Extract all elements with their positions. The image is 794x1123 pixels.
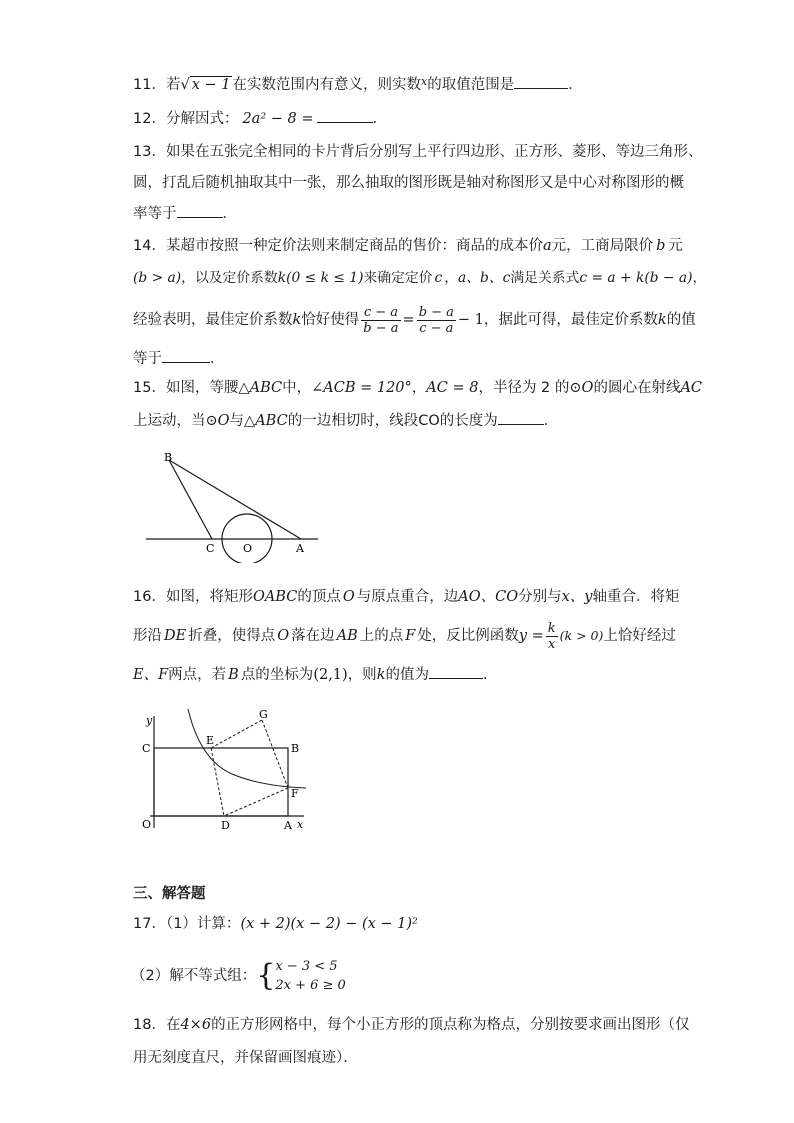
numerator: c − a [361,305,400,321]
q15-text: 与 [229,413,245,429]
q12-text: 分解因式： [165,111,239,127]
question-17-part-1 [133,914,418,934]
q14-text: 元，工商局限价 [551,238,654,254]
circle-o: ⊙O [569,380,594,396]
fn-condition: (k > 0) [559,628,604,643]
q11-end: ． [568,77,583,93]
answer-blank[interactable] [498,410,544,425]
question-14-line-4 [133,348,225,369]
edge-ab: AB [336,628,358,644]
q14-text: 经验表明，最佳定价系数 [133,312,293,328]
triangle-abc: △ABC [238,380,283,396]
var-k: k [657,312,667,328]
label-e: E [206,734,215,747]
label-a: A [296,542,304,555]
fold-line-de [211,748,224,816]
q16-end: ． [482,667,498,683]
q14-text: ，以及定价系数 [181,270,278,286]
segment-gf [262,720,288,788]
var-k: k [376,667,386,683]
question-15-line-1 [133,378,702,398]
label-x: x [297,818,304,831]
ray-ac: AC [680,380,703,396]
sqrt-expression: √ x − 1 [180,77,231,93]
var-c: c [434,270,443,286]
expression: 2a² − 8 = [242,111,314,127]
q14-text: 某超市按照一种定价法则来制定商品的售价：商品的成本价 [165,238,543,254]
q14-text: ，据此可得，最佳定价系数 [483,312,658,328]
question-13-line-3 [133,203,237,224]
inequality-1: x − 3 < 5 [275,959,338,974]
q15-text: 的一边相切时，线段CO的长度为 [287,413,498,429]
denominator: b − a [363,320,399,336]
question-18-line-2 [133,1048,358,1068]
q11-pre: 若 [165,77,181,93]
fn-y: y = [518,628,544,644]
answer-blank[interactable] [177,203,223,218]
question-16-line-1 [133,587,679,607]
point-f: F [405,628,416,644]
segment-eg [211,720,262,748]
q15-text: 如图，等腰 [165,380,239,396]
line-de: DE [164,628,187,644]
q16-text: 形沿 [133,628,162,644]
point-o: O [277,628,290,644]
q14-text: 来确定定价 [363,270,433,286]
condition: (b > a) [133,270,182,286]
section-heading: 三、解答题 [133,886,206,902]
question-number: 15． [133,380,166,396]
q13-text: 率等于 [133,206,177,222]
var-b: b [656,238,666,254]
question-14-line-2 [133,268,706,288]
grid-size: 4×6 [180,1017,212,1033]
rectangle-oabc [154,748,288,816]
q16-text: 上的点 [359,628,404,644]
q18-text: 用无刻度直尺，并保留画图痕迹）． [133,1050,358,1066]
question-16-line-3 [133,664,497,685]
k-range: (0 ≤ k ≤ 1) [286,270,364,286]
point-o: O [342,589,355,605]
label-g: G [259,708,268,721]
triangle-abc: △ABC [244,413,288,429]
fraction-1 [361,305,400,336]
question-12 [133,108,387,129]
segment-fd [224,788,288,816]
vars-abc: a、b、c [457,270,511,286]
brace: { [256,958,276,993]
angle-acb: ∠ACB = 120° [311,380,412,396]
question-13-line-2 [133,173,684,193]
q15-figure [140,448,320,563]
label-b: B [164,451,173,464]
question-15-line-2 [133,410,558,431]
q14-text: 等于 [133,351,162,367]
label-o: O [243,542,253,555]
q15-text: ， [411,380,427,396]
label-a: A [284,819,292,832]
question-number: 18． [133,1017,166,1033]
question-11 [133,72,583,95]
answer-blank[interactable] [429,664,483,679]
var-k: k [292,312,302,328]
q16-text: 轴重合．将矩 [592,589,680,605]
inequality-system [275,957,345,995]
q11-post: 的取值范围是 [427,77,515,93]
label-f: F [291,787,299,800]
label-c: C [206,542,215,555]
q16-text: 处，反比例函数 [417,628,519,644]
question-14-line-3 [133,304,696,336]
question-number: 14． [133,238,166,254]
var-k: k [277,270,287,286]
q18-text: 在 [165,1017,181,1033]
points-ef: E、F [133,667,169,683]
question-16-line-2 [133,619,676,653]
answer-blank[interactable] [514,74,568,89]
segment-bc [169,460,212,539]
question-number: 12． [133,111,166,127]
q13-text: 如果在五张完全相同的卡片背后分别写上平行四边形、正方形、菱形、等边三角形、 [165,144,703,160]
label-y: y [146,714,153,727]
label-b: B [291,742,300,755]
equals: = [402,312,415,328]
question-number: 16． [133,589,166,605]
q16-figure [136,704,322,834]
denominator: x [548,636,556,652]
q12-end: ． [372,111,387,127]
q15-end: ． [543,413,559,429]
q16-text: ，则 [347,667,377,683]
inequality-2: 2x + 6 ≥ 0 [275,978,346,993]
q16-text: 如图，将矩形 [165,589,253,605]
q14-text: 满足关系式 [510,270,580,286]
q15-text: ，半径为 2 的 [478,380,570,396]
q16-text: 折叠，使得点 [188,628,276,644]
question-18-line-1 [133,1015,690,1035]
q16-text: 的值为 [385,667,429,683]
q16-text: 点的坐标为 [240,667,314,683]
q16-text: 上恰好经过 [603,628,676,644]
segment-ba [169,460,301,539]
axes: x、y [561,589,593,605]
q15-text: 的圆心在射线 [593,380,681,396]
label-c: C [142,742,151,755]
var-a: a [542,238,552,254]
question-17-part-2 [131,956,346,996]
answer-blank[interactable] [317,108,373,123]
fraction-2 [417,305,456,336]
ac-length: AC = 8 [426,380,479,396]
label-d: D [221,819,230,832]
q17-text: （2）解不等式组： [131,968,257,984]
denominator: c − a [419,320,454,336]
q11-mid: 在实数范围内有意义，则实数 [232,77,421,93]
coordinate: (2,1) [313,667,348,683]
question-14-line-1 [133,236,683,256]
point-b: B [228,667,239,683]
fn-fraction [546,621,558,652]
q14-text: ， [444,270,458,286]
q18-text: 的正方形网格中，每个小正方形的顶点称为格点，分别按要求画出图形（仅 [211,1017,690,1033]
edges: AO、CO [458,589,519,605]
q16-text: 落在边 [291,628,335,644]
radicand: x − 1 [191,77,231,93]
question-number: 17． [133,916,166,932]
q16-text: 与原点重合，边 [356,589,459,605]
expression: (x + 2)(x − 2) − (x − 1)² [240,916,418,932]
numerator: k [547,620,556,636]
answer-blank[interactable] [162,348,210,363]
question-number: 13． [133,144,166,160]
q16-text: 两点，若 [168,667,227,683]
question-number: 11． [133,77,166,93]
question-13-line-1 [133,142,702,162]
circle-o: ⊙O [205,413,230,429]
formula: c = a + k(b − a) [579,270,693,286]
q16-text: 分别与 [518,589,562,605]
q14-text: 的值 [666,312,696,328]
q17-text: （1）计算： [165,916,241,932]
q15-text: 中， [282,380,312,396]
rect-oabc: OABC [252,589,298,605]
q14-text: 恰好使得 [301,312,360,328]
variable-x: x [420,75,428,88]
q15-text: 上运动，当 [133,413,206,429]
q16-text: 的顶点 [297,589,341,605]
numerator: b − a [418,304,454,320]
label-o: O [142,818,152,831]
q14-text: ， [692,270,707,286]
q14-text: 元 [668,238,683,254]
minus-one: − 1 [457,312,484,328]
q14-end: ． [210,351,225,367]
q13-end: ． [222,206,237,222]
q13-text: 圆，打乱后随机抽取其中一张，那么抽取的图形既是轴对称图形又是中心对称图形的概 [133,175,684,191]
